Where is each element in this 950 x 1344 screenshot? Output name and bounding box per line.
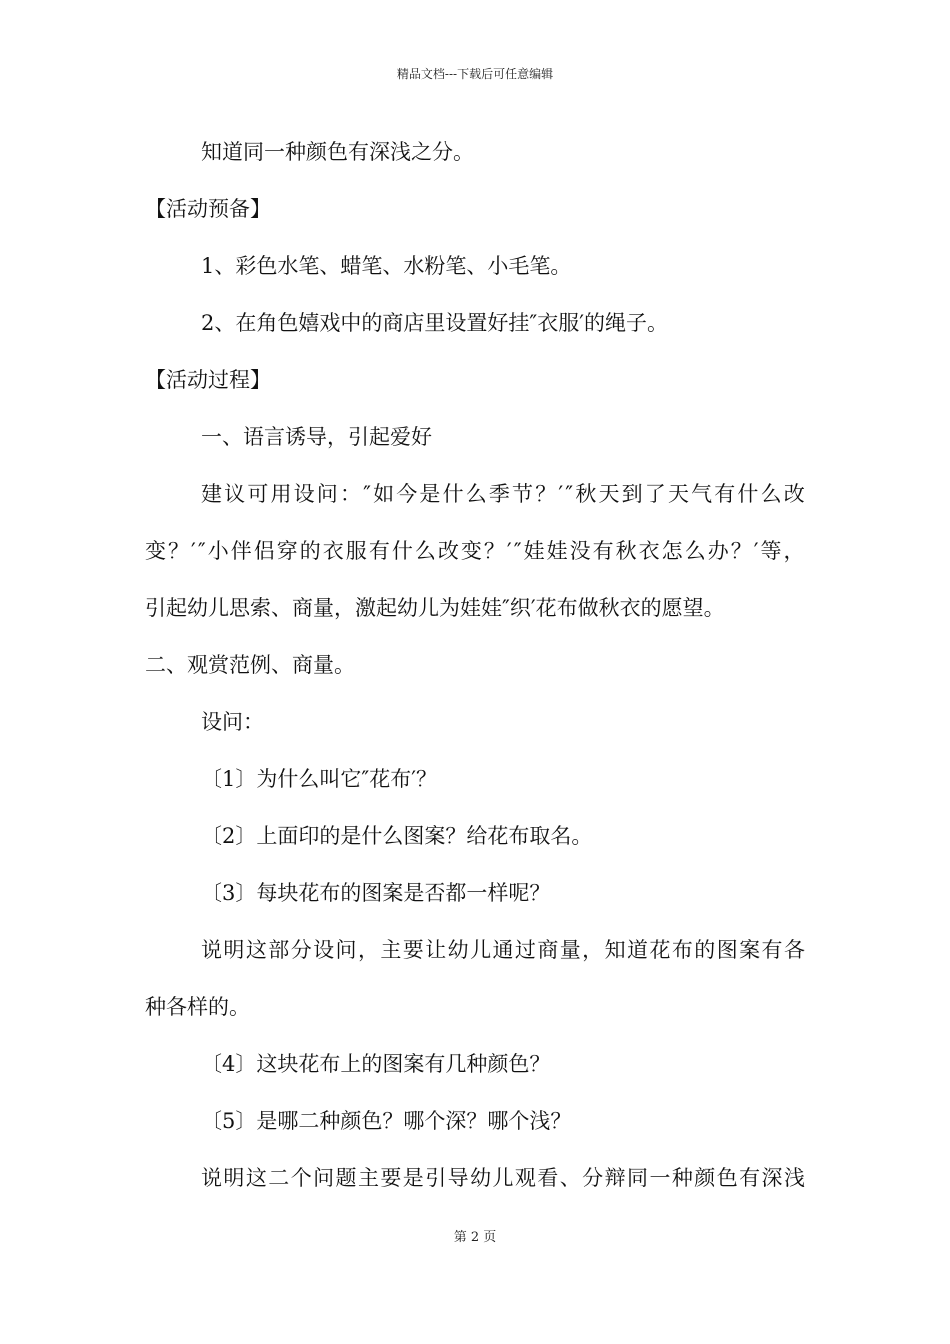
- question-item: 〔2〕上面印的是什么图案？给花布取名。: [201, 824, 593, 848]
- body-line: 说 明 这 部 分 设 问 ， 主 要 让 幼 儿 通 过 商 量 ， 知 道 花 布 的 图 案 有 各: [201, 938, 805, 962]
- body-line: 种各样的。: [145, 995, 250, 1019]
- page-number: 第 2 页: [453, 1230, 497, 1245]
- list-item: 1、彩色水笔、蜡笔、水粉笔、小毛笔。: [201, 254, 572, 278]
- list-item: 2、在角色嬉戏中的商店里设置好挂″衣服′的绳子。: [201, 311, 668, 335]
- body-line: 设问：: [201, 710, 264, 734]
- question-item: 〔5〕是哪二种颜色？哪个深？哪个浅？: [201, 1109, 572, 1133]
- question-item: 〔1〕为什么叫它″花布′？: [201, 767, 437, 791]
- body-line: 知道同一种颜色有深浅之分。: [201, 140, 474, 164]
- subsection-heading: 二、观赏范例、商量。: [145, 653, 355, 677]
- page-header: 精品文档---下载后可任意编辑: [396, 67, 554, 81]
- body-line: 变 ？ ′ ″ 小 伴 侣 穿 的 衣 服 有 什 么 改 变 ？ ′ ″ 娃 娃 没 有 秋 衣 怎 么 办 ？ ′ 等 ，: [145, 539, 805, 563]
- question-item: 〔3〕每块花布的图案是否都一样呢？: [201, 881, 551, 905]
- section-heading-preparation: 【活动预备】: [145, 197, 271, 221]
- subsection-heading: 一、语言诱导，引起爱好: [201, 425, 432, 449]
- question-item: 〔4〕这块花布上的图案有几种颜色？: [201, 1052, 551, 1076]
- body-line: 说 明 这 二 个 问 题 主 要 是 引 导 幼 儿 观 看 、 分 辩 同 一 种 颜 色 有 深 浅: [201, 1166, 805, 1190]
- section-heading-process: 【活动过程】: [145, 368, 271, 392]
- body-line: 建 议 可 用 设 问 ： ″ 如 今 是 什 么 季 节 ？ ′ ″ 秋 天 到 了 天 气 有 什 么 改: [201, 482, 805, 506]
- body-line: 引起幼儿思索、商量，激起幼儿为娃娃″织′花布做秋衣的愿望。: [145, 596, 725, 620]
